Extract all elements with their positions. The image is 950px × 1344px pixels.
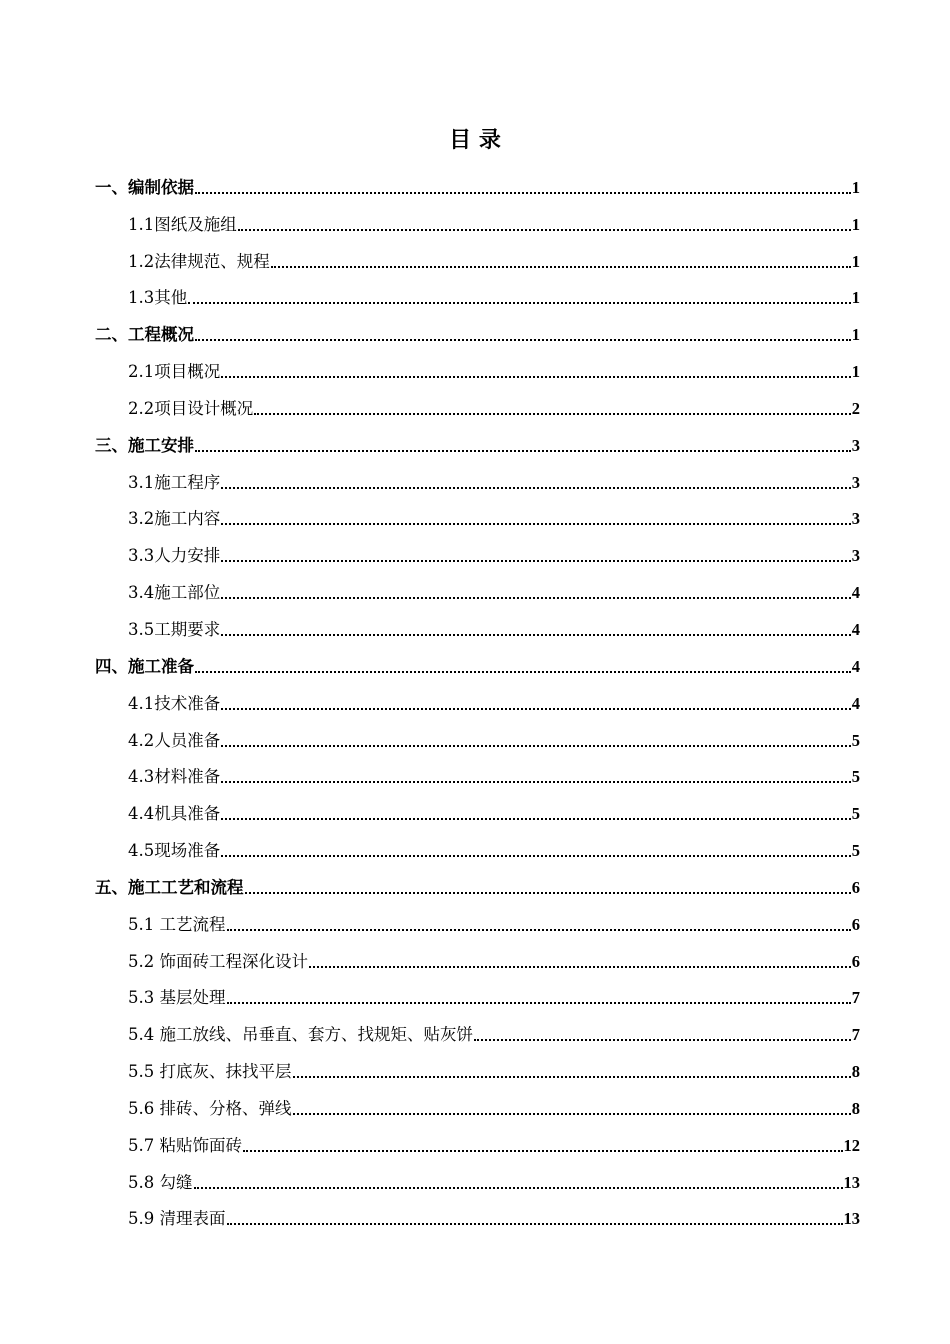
toc-page-number: 1	[851, 362, 860, 382]
toc-entry-label: 1.1图纸及施组	[128, 214, 237, 234]
toc-page-number: 4	[851, 656, 860, 676]
toc-entry-label: 1.2法律规范、规程	[128, 251, 270, 271]
toc-subsection-entry[interactable]	[95, 346, 860, 383]
toc-subsection-entry[interactable]	[95, 604, 860, 641]
toc-subsection-entry[interactable]	[95, 1194, 860, 1231]
toc-entry-label: 4.1技术准备	[128, 693, 221, 713]
toc-entry-label: 1.3其他	[128, 288, 188, 308]
toc-dot-leader	[221, 634, 851, 636]
toc-page-number: 5	[851, 767, 860, 787]
toc-dot-leader	[271, 266, 851, 268]
toc-dot-leader	[221, 597, 851, 599]
toc-dot-leader	[195, 671, 851, 673]
toc-page-number: 5	[851, 841, 860, 861]
toc-dot-leader	[221, 560, 851, 562]
toc-subsection-entry[interactable]	[95, 1120, 860, 1157]
toc-dot-leader	[227, 929, 851, 931]
toc-subsection-entry[interactable]	[95, 457, 860, 494]
toc-page-number: 7	[851, 1025, 860, 1045]
toc-entry-label: 4.5现场准备	[128, 841, 221, 861]
toc-dot-leader	[195, 450, 851, 452]
toc-page-number: 13	[843, 1209, 860, 1229]
toc-subsection-entry[interactable]	[95, 973, 860, 1010]
toc-dot-leader	[293, 1076, 851, 1078]
toc-subsection-entry[interactable]	[95, 715, 860, 752]
toc-page-number: 3	[851, 435, 860, 455]
toc-subsection-entry[interactable]	[95, 752, 860, 789]
toc-subsection-entry[interactable]	[95, 236, 860, 273]
toc-entry-label: 5.9 清理表面	[128, 1209, 226, 1229]
toc-page-number: 12	[843, 1135, 860, 1155]
toc-subsection-entry[interactable]	[95, 273, 860, 310]
toc-entry-label: 五、施工工艺和流程	[95, 877, 244, 897]
toc-dot-leader	[227, 1002, 851, 1004]
toc-page-number: 4	[851, 693, 860, 713]
toc-dot-leader	[243, 1150, 843, 1152]
toc-subsection-entry[interactable]	[95, 936, 860, 973]
toc-subsection-entry[interactable]	[95, 899, 860, 936]
toc-entry-label: 5.6 排砖、分格、弹线	[128, 1098, 292, 1118]
toc-subsection-entry[interactable]	[95, 825, 860, 862]
toc-page-number: 7	[851, 988, 860, 1008]
toc-entry-label: 2.2项目设计概况	[128, 398, 254, 418]
toc-dot-leader	[245, 892, 851, 894]
toc-page-number: 1	[851, 214, 860, 234]
toc-dot-leader	[238, 229, 851, 231]
toc-page-number: 1	[851, 288, 860, 308]
toc-entry-label: 5.7 粘贴饰面砖	[128, 1135, 242, 1155]
toc-entry-label: 3.2施工内容	[128, 509, 221, 529]
toc-page-number: 2	[851, 398, 860, 418]
toc-entry-label: 4.3材料准备	[128, 767, 221, 787]
toc-page-number: 13	[843, 1172, 860, 1192]
toc-dot-leader	[221, 818, 851, 820]
toc-dot-leader	[474, 1039, 851, 1041]
toc-subsection-entry[interactable]	[95, 494, 860, 531]
toc-page-number: 5	[851, 730, 860, 750]
toc-dot-leader	[221, 855, 851, 857]
toc-entry-label: 2.1项目概况	[128, 362, 221, 382]
toc-page-number: 4	[851, 583, 860, 603]
toc-entry-label: 一、编制依据	[95, 177, 194, 197]
toc-page-number: 1	[851, 325, 860, 345]
toc-entry-label: 5.1 工艺流程	[128, 914, 226, 934]
toc-dot-leader	[221, 376, 851, 378]
toc-subsection-entry[interactable]	[95, 567, 860, 604]
toc-entry-label: 3.3人力安排	[128, 546, 221, 566]
toc-page-number: 3	[851, 546, 860, 566]
toc-section-entry[interactable]	[95, 162, 860, 199]
toc-subsection-entry[interactable]	[95, 383, 860, 420]
table-of-contents	[95, 162, 860, 1230]
toc-subsection-entry[interactable]	[95, 1046, 860, 1083]
toc-entry-label: 4.2人员准备	[128, 730, 221, 750]
toc-entry-label: 三、施工安排	[95, 435, 194, 455]
toc-section-entry[interactable]	[95, 862, 860, 899]
toc-entry-label: 二、工程概况	[95, 325, 194, 345]
toc-dot-leader	[221, 523, 851, 525]
toc-entry-label: 四、施工准备	[95, 656, 194, 676]
toc-subsection-entry[interactable]	[95, 1083, 860, 1120]
toc-section-entry[interactable]	[95, 309, 860, 346]
toc-entry-label: 3.5工期要求	[128, 619, 221, 639]
toc-page-number: 6	[851, 914, 860, 934]
toc-page-number: 6	[851, 951, 860, 971]
toc-entry-label: 5.4 施工放线、吊垂直、套方、找规矩、贴灰饼	[128, 1025, 473, 1045]
toc-section-entry[interactable]	[95, 420, 860, 457]
toc-entry-label: 5.8 勾缝	[128, 1172, 193, 1192]
toc-dot-leader	[221, 781, 851, 783]
toc-entry-label: 4.4机具准备	[128, 804, 221, 824]
toc-entry-label: 5.3 基层处理	[128, 988, 226, 1008]
page-title: 目 录	[449, 127, 501, 153]
toc-dot-leader	[195, 339, 851, 341]
toc-page-number: 3	[851, 472, 860, 492]
toc-entry-label: 3.1施工程序	[128, 472, 221, 492]
toc-subsection-entry[interactable]	[95, 788, 860, 825]
toc-subsection-entry[interactable]	[95, 1009, 860, 1046]
toc-page-number: 3	[851, 509, 860, 529]
toc-subsection-entry[interactable]	[95, 1157, 860, 1194]
toc-page-number: 6	[851, 877, 860, 897]
toc-dot-leader	[221, 745, 851, 747]
toc-dot-leader	[195, 192, 851, 194]
toc-entry-label: 5.5 打底灰、抹找平层	[128, 1062, 292, 1082]
toc-subsection-entry[interactable]	[95, 199, 860, 236]
toc-dot-leader	[227, 1223, 843, 1225]
toc-dot-leader	[309, 966, 851, 968]
toc-subsection-entry[interactable]	[95, 678, 860, 715]
toc-dot-leader	[221, 708, 851, 710]
toc-page-number: 8	[851, 1098, 860, 1118]
toc-dot-leader	[194, 1187, 843, 1189]
toc-page-number: 8	[851, 1062, 860, 1082]
toc-page-number: 1	[851, 177, 860, 197]
toc-page-number: 1	[851, 251, 860, 271]
toc-dot-leader	[293, 1113, 851, 1115]
toc-subsection-entry[interactable]	[95, 530, 860, 567]
toc-entry-label: 3.4施工部位	[128, 583, 221, 603]
toc-entry-label: 5.2 饰面砖工程深化设计	[128, 951, 308, 971]
toc-page-number: 5	[851, 804, 860, 824]
toc-page-number: 4	[851, 619, 860, 639]
toc-dot-leader	[254, 413, 851, 415]
toc-dot-leader	[188, 302, 851, 304]
toc-dot-leader	[221, 487, 851, 489]
toc-section-entry[interactable]	[95, 641, 860, 678]
